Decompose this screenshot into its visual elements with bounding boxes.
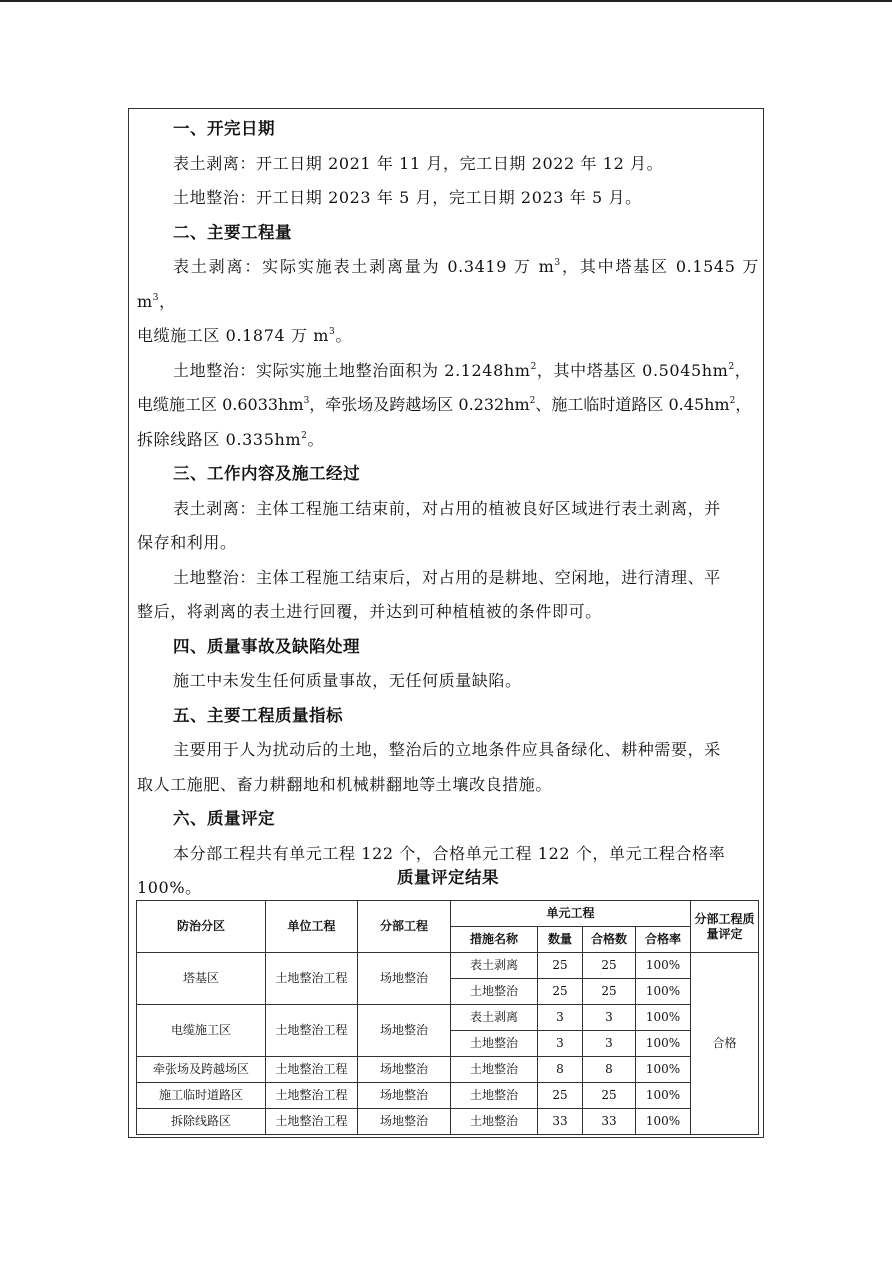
paragraph-defects: 施工中未发生任何质量事故，无任何质量缺陷。 xyxy=(173,671,522,690)
report-content xyxy=(137,112,759,906)
page-top-border xyxy=(0,0,892,2)
quality-assessment-table xyxy=(136,900,759,1135)
cell-qualified: 25 xyxy=(583,979,636,1005)
table-row xyxy=(137,1005,759,1031)
paragraph-land-dates: 土地整治：开工日期 2023 年 5 月，完工日期 2023 年 5 月。 xyxy=(173,188,642,207)
cell-rate: 100% xyxy=(636,1057,691,1083)
cell-sub: 场地整治 xyxy=(358,953,451,1005)
table-header-row xyxy=(137,901,759,927)
paragraph-land-quantity: 土地整治：实际实施土地整治面积为 $2.1248hm^2$，其中塔基区 $0.5045hm^2$， 电缆施工区 $0.6033hm^3$，牵张场及跨越场区 $0.232hm^2$、施工临时道路区 $0.45hm^2$， 拆除线路区 $0.335hm^2$。 xyxy=(137,360,752,449)
cell-measure: 土地整治 xyxy=(451,1083,538,1109)
cell-sub: 场地整治 xyxy=(358,1005,451,1057)
cell-unit: 土地整治工程 xyxy=(266,1109,358,1135)
header-rating: 分部工程质 量评定 xyxy=(691,901,759,953)
cell-measure: 土地整治 xyxy=(451,1109,538,1135)
cell-sub: 场地整治 xyxy=(358,1109,451,1135)
header-measure: 措施名称 xyxy=(451,927,538,953)
cell-count: 3 xyxy=(538,1031,583,1057)
section-heading-2: 二、主要工程量 xyxy=(173,222,292,242)
header-element-group: 单元工程 xyxy=(451,901,691,927)
cell-measure: 表土剥离 xyxy=(451,1005,538,1031)
paragraph-stripping-quantity: 表土剥离：实际实施表土剥离量为 0.3419 万 $m^3$，其中塔基区 0.1545 万 $m^3$， 电缆施工区 0.1874 万 $m^3$。 xyxy=(137,257,759,345)
cell-unit: 土地整治工程 xyxy=(266,1057,358,1083)
header-rate: 合格率 xyxy=(636,927,691,953)
cell-unit: 土地整治工程 xyxy=(266,1083,358,1109)
cell-count: 25 xyxy=(538,1083,583,1109)
cell-rate: 100% xyxy=(636,1083,691,1109)
cell-measure: 土地整治 xyxy=(451,1057,538,1083)
header-zone: 防治分区 xyxy=(137,901,266,953)
section-heading-3: 三、工作内容及施工经过 xyxy=(173,464,360,483)
section-heading-6: 六、质量评定 xyxy=(173,809,275,828)
cell-zone: 施工临时道路区 xyxy=(137,1083,266,1109)
cell-count: 33 xyxy=(538,1109,583,1135)
cell-qualified: 8 xyxy=(583,1057,636,1083)
cell-qualified: 25 xyxy=(583,953,636,979)
cell-qualified: 3 xyxy=(583,1031,636,1057)
cell-rate: 100% xyxy=(636,979,691,1005)
cell-measure: 土地整治 xyxy=(451,1031,538,1057)
paragraph-land-process: 土地整治：主体工程施工结束后，对占用的是耕地、空闲地，进行清理、平 整后，将剥离的表土进行回覆，并达到可种植植被的条件即可。 xyxy=(137,567,721,621)
cell-count: 25 xyxy=(538,953,583,979)
section-heading-5: 五、主要工程质量指标 xyxy=(173,705,343,725)
section-heading-4: 四、质量事故及缺陷处理 xyxy=(173,636,360,656)
cell-count: 8 xyxy=(538,1057,583,1083)
table-row xyxy=(137,1057,759,1083)
cell-qualified: 25 xyxy=(583,1083,636,1109)
cell-zone: 牵张场及跨越场区 xyxy=(137,1057,266,1083)
table-caption: 质量评定结果 xyxy=(397,868,499,887)
paragraph-quality-rating: 本分部工程共有单元工程 122 个，合格单元工程 122 个，单元工程合格率 100%。 xyxy=(137,843,726,897)
cell-unit: 土地整治工程 xyxy=(266,953,358,1005)
cell-zone: 电缆施工区 xyxy=(137,1005,266,1057)
paragraph-stripping-dates: 表土剥离：开工日期 2021 年 11 月，完工日期 2022 年 12 月。 xyxy=(173,153,664,173)
cell-zone: 塔基区 xyxy=(137,953,266,1005)
cell-count: 25 xyxy=(538,979,583,1005)
paragraph-quality-indicators: 主要用于人为扰动后的土地，整治后的立地条件应具备绿化、耕种需要，采 取人工施肥、畜力耕翻地和机械耕翻地等土壤改良措施。 xyxy=(137,740,721,794)
cell-count: 3 xyxy=(538,1005,583,1031)
table-row xyxy=(137,1083,759,1109)
paragraph-stripping-process: 表土剥离：主体工程施工结束前，对占用的植被良好区域进行表土剥离，并 保存和利用。 xyxy=(137,498,721,552)
cell-rate: 100% xyxy=(636,1005,691,1031)
cell-unit: 土地整治工程 xyxy=(266,1005,358,1057)
cell-sub: 场地整治 xyxy=(358,1057,451,1083)
cell-rate: 100% xyxy=(636,1031,691,1057)
cell-rate: 100% xyxy=(636,1109,691,1135)
header-sub-project: 分部工程 xyxy=(358,901,451,953)
cell-rating: 合格 xyxy=(691,953,759,1135)
cell-sub: 场地整治 xyxy=(358,1083,451,1109)
cell-measure: 土地整治 xyxy=(451,979,538,1005)
cell-rate: 100% xyxy=(636,953,691,979)
header-unit-project: 单位工程 xyxy=(266,901,358,953)
header-count: 数量 xyxy=(538,927,583,953)
cell-qualified: 33 xyxy=(583,1109,636,1135)
header-qualified: 合格数 xyxy=(583,927,636,953)
cell-qualified: 3 xyxy=(583,1005,636,1031)
table-row xyxy=(137,1109,759,1135)
cell-measure: 表土剥离 xyxy=(451,953,538,979)
cell-zone: 拆除线路区 xyxy=(137,1109,266,1135)
section-heading-1: 一、开完日期 xyxy=(173,119,275,138)
table-row xyxy=(137,953,759,979)
